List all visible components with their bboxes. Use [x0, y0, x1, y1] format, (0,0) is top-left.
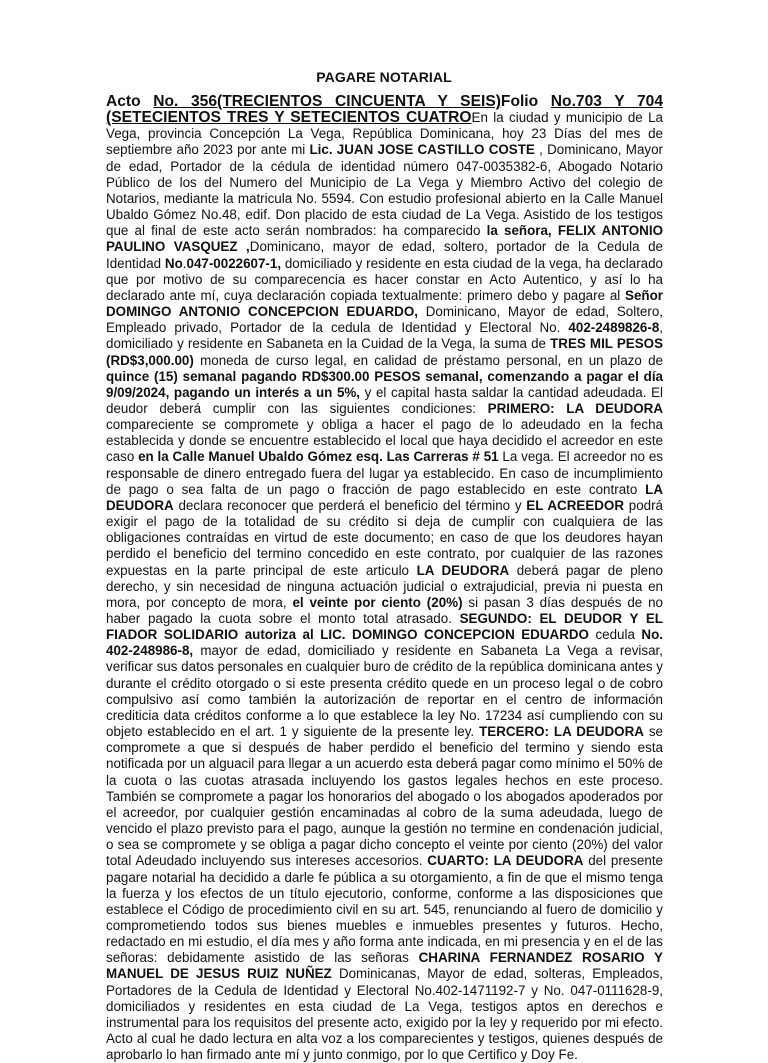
- bold-text-segment: PRIMERO: LA DEUDORA: [487, 400, 663, 416]
- text-segment: se compromete a que si después de haber perdido el beneficio del termino y siendo esta notificada por un alguacil para llegar a un acuerdo esta deberá pagar como mínimo el 50% de la cuota o las cuotas atrasada incluyendo los gastos legales hechos en este proceso. También se compromete a pagar los honorarios del abogado o los abogados apoderados por el acreedor, por cualquier gestión encaminadas al cobro de la suma adeudada, luego de vencido el plazo previsto para el pago, aunque la gestión no termine en condenación judicial, o sea se compromete y se obliga a pagar dicho concepto el veinte por ciento (20%) del valor total Adeudado incluyendo sus intereses accesorios.: [106, 724, 663, 869]
- text-segment: declara reconocer que perderá el beneficio del término y: [173, 497, 527, 513]
- bold-text-segment: SEGUNDO: EL DEUDOR Y EL FIADOR SOLIDARIO autoriza al LIC. DOMINGO CONCEPCION EDUARDO: [106, 611, 663, 643]
- bold-text-segment: CHARINA FERNANDEZ ROSARIO Y MANUEL DE JESUS RUIZ NUÑEZ: [106, 950, 663, 982]
- text-segment: cedula: [588, 627, 642, 643]
- document-body: [106, 94, 663, 1063]
- text-segment: si pasan 3 días después de no haber pagado la cuota sobre el monto total atrasado.: [106, 594, 663, 626]
- bold-text-segment: No. 402-248986-8,: [106, 627, 663, 659]
- text-segment: La vega. El acreedor no es responsable de dinero entregado fuera del lugar ya establecido. En caso de incumplimiento de pago o sea falta de un pago o fracción de pago establecido en este contrato: [106, 449, 663, 497]
- bold-text-segment: EL ACREEDOR: [526, 497, 625, 513]
- text-segment: , Dominicano, Mayor de edad, Portador de la cédula de identidad número 047-0035382-6, Abogado Notario Público de los del Numero del Municipio de La Vega y Miembro Activo del colegio de Notarios, mediante la matricula No. 5594. Con estudio profesional abierto en la Calle Manuel Ubaldo Gómez No.48, edif. Don placido de esta ciudad de La Vega. Asistido de los testigos que al final de este acto serán nombrados: ha comparecido: [106, 142, 663, 239]
- bold-text-segment: Folio: [500, 93, 551, 110]
- bold-text-segment: Señor DOMINGO ANTONIO CONCEPCION EDUARDO,: [106, 287, 663, 320]
- bold-text-segment: LA DEUDORA: [416, 562, 510, 578]
- bold-text-segment: Acto: [106, 93, 154, 110]
- text-segment: En la ciudad y municipio de La Vega, provincia Concepción La Vega, República Dominicana, hoy 23 Días del mes de septiembre año 2023 por ante mi: [106, 110, 663, 158]
- bold-text-segment: CUARTO: LA DEUDORA: [427, 853, 584, 869]
- text-segment: domiciliado y residente en esta ciudad de la vega, ha declarado que por motivo de su comparecencia es hacer constar en Acto Autentico, y así lo ha declarado ante mí, cuya declaración copiada textualmente: primero debo y pagare al: [106, 255, 664, 303]
- bold-text-segment: Lic. JUAN JOSE CASTILLO COSTE: [309, 142, 535, 158]
- bold-text-segment: quince (15) semanal pagando RD$300.00 PESOS semanal, comenzando a pagar el día 9/09/2024, pagando un interés a un 5%,: [106, 368, 663, 400]
- text-segment: y el capital hasta saldar la cantidad adeudada. El deudor deberá cumplir con las siguientes condiciones:: [106, 384, 663, 416]
- text-segment: compareciente se compromete y obliga a hacer el pago de lo adeudado en la fecha establecida y donde se encuentre establecido el local que haya decidido el acreedor en este caso: [106, 417, 663, 465]
- bold-text-segment: el veinte por ciento (20%): [292, 594, 463, 610]
- bold-text-segment: la señora, FELIX ANTONIO PAULINO VASQUEZ ,: [106, 223, 663, 255]
- bold-text-segment: en la Calle Manuel Ubaldo Gómez esq. Las Carreras # 51: [138, 449, 499, 465]
- text-segment: del presente pagare notarial ha decidido a darle fe pública a su otorgamiento, a fin de que el mismo tenga la fuerza y los efectos de un título ejecutorio, conforme, conforme a las disposiciones que establece el Código de procedimiento civil en su art. 545, renunciando al fuero de domicilio y comprometiendo todos sus bienes muebles e inmuebles presentes y futuros. Hecho, redactado en mi estudio, el día mes y año forma ante indicada, en mi presencia y en el de las señoras: debidamente asistido de las señoras: [106, 853, 663, 966]
- bold-text-segment: 047-0022607-1,: [186, 255, 282, 271]
- text-segment: .: [182, 255, 187, 271]
- text-segment: moneda de curso legal, en calidad de préstamo personal, en un plazo de: [193, 352, 663, 368]
- text-segment: deberá pagar de pleno derecho, y sin necesidad de ninguna actuación judicial o extrajudicial, previa ni puesta en mora, por concepto de mora,: [106, 562, 663, 610]
- bold-text-segment: 402-2489826-8: [568, 320, 660, 336]
- text-segment: mayor de edad, domiciliado y residente en Sabaneta La Vega a revisar, verificar sus datos personales en cualquier buro de crédito de la república dominicana antes y durante el crédito otorgado o si este presenta crédito quede en un proceso legal o de cobro compulsivo así como también la autorización de reportar en el centro de información crediticia data créditos conforme a lo que establece la ley No. 17234 así cumpliendo con su objeto establecido en el art. 1 y siguiente de la presente ley.: [106, 643, 663, 740]
- document-title: PAGARE NOTARIAL: [316, 69, 452, 85]
- bold-text-segment: No: [164, 255, 183, 271]
- bold-text-segment: TRES MIL PESOS (RD$3,000.00): [106, 336, 664, 368]
- bold-text-segment: No.703 Y 704 (SETECIENTOS TRES Y SETECIENTOS CUATRO: [106, 93, 663, 127]
- text-segment: , domiciliado y residente en Sabaneta en la Cuidad de la Vega, la suma de: [106, 320, 663, 352]
- text-segment: Dominicano, Mayor de edad, Soltero, Empleado privado, Portador de la cedula de Identidad y Electoral No.: [106, 304, 663, 336]
- bold-text-segment: No. 356(TRECIENTOS CINCUENTA Y SEIS): [153, 93, 501, 110]
- text-segment: Dominicanas, Mayor de edad, solteras, Empleados, Portadores de la Cedula de Identidad y Electoral No.402-1471192-7 y No. 047-0111628-9, domiciliados y residentes en esta ciudad de La Vega, testigos aptos en derechos e instrumental para los requisitos del presente acto, exigido por la ley y requerido por mi efecto. Acto al cual he dado lectura en alta voz a los comparecientes y testigos, quienes después de aprobarlo lo han firmado ante mí y junto conmigo, por lo que Certifico y Doy Fe.: [106, 966, 664, 1063]
- bold-text-segment: TERCERO: LA DEUDORA: [479, 724, 644, 740]
- bold-text-segment: LA DEUDORA: [106, 481, 663, 513]
- text-segment: Dominicano, mayor de edad, soltero, portador de la Cedula de Identidad: [106, 239, 663, 271]
- text-segment: podrá exigir el pago de la totalidad de su crédito si deja de cumplir con cualquiera de las obligaciones contraídas en virtud de este documento; en caso de que los deudores hayan perdido el beneficio del termino concedido en este contrato, por cualquier de las razones expuestas en la parte principal de este articulo: [106, 497, 663, 578]
